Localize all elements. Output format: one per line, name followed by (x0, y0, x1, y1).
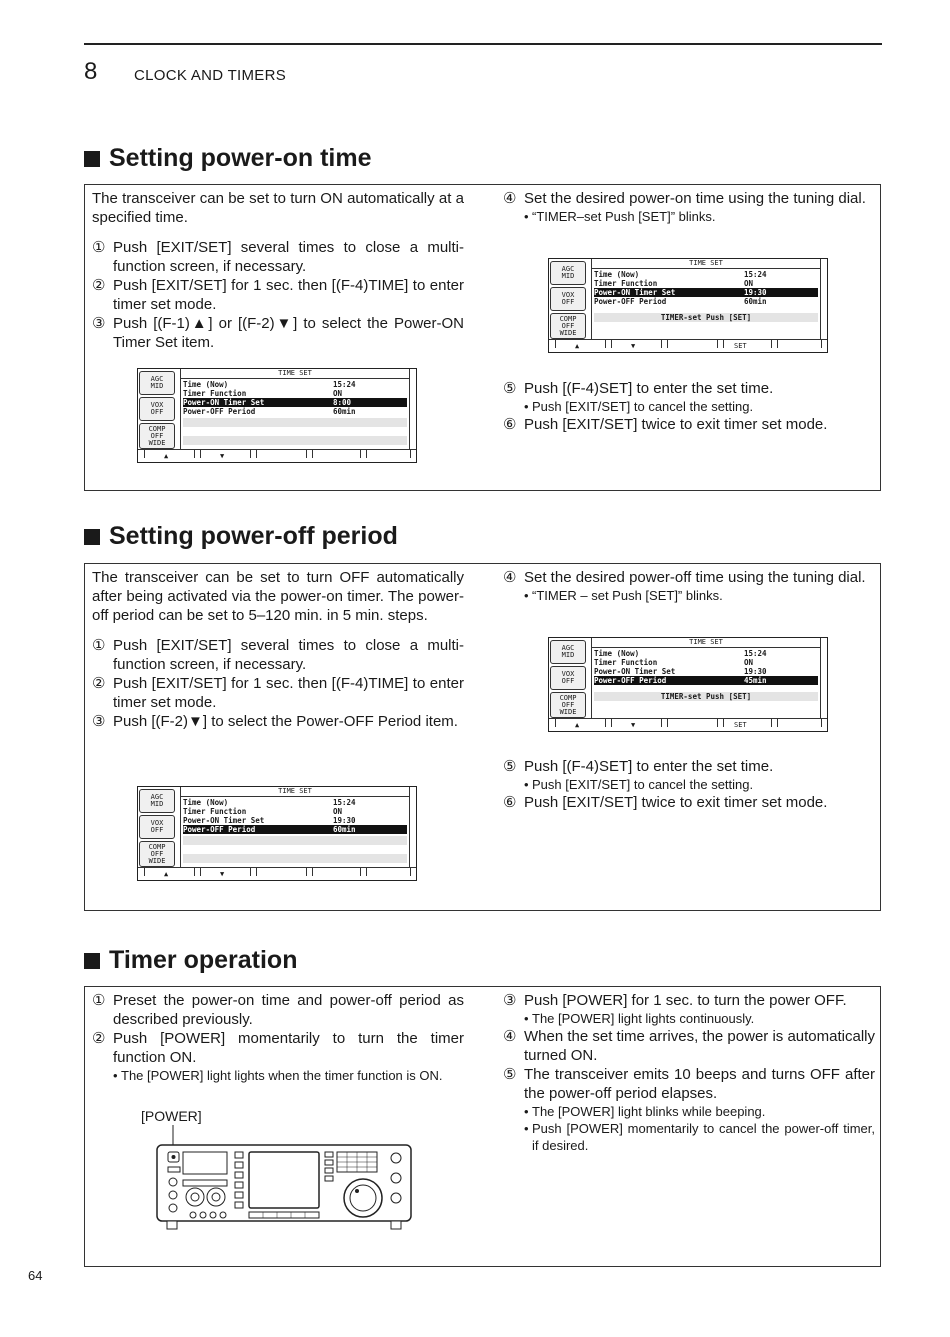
lcd-panel (591, 259, 821, 340)
section-square-icon (84, 151, 100, 167)
softkey-comp: COMP OFF WIDE (139, 423, 175, 449)
section-title-power-on (84, 144, 372, 173)
section-box-timer-operation (84, 986, 881, 1267)
lcd-title: TIME SET (181, 787, 409, 797)
lcd-screen-timer-set-blinking (548, 637, 828, 732)
fkey-up-icon: ▲ (164, 870, 169, 878)
blink-message: TIMER-set Push [SET] (660, 313, 752, 322)
lcd-row-power-on-set: Power-ON Timer Set 19:30 (594, 667, 767, 676)
lcd-screen-timer-set (137, 786, 417, 881)
softkey-agc: AGC MID (550, 640, 586, 664)
fkey-up-icon: ▲ (164, 452, 169, 460)
lcd-function-keys (138, 449, 416, 462)
header-rule (84, 43, 882, 45)
step-5: ⑤ The transceiver emits 10 beeps and turns OFF after the power-off period elapses. (503, 1066, 875, 1102)
fkey-set-label: SET (734, 342, 747, 350)
step-4: ④ Set the desired power-on time using the tuning dial. (503, 190, 866, 207)
section-box-power-on (84, 184, 881, 491)
step-2: ② Push [EXIT/SET] for 1 sec. then [(F-4)TIME] to enter timer set mode. (92, 277, 464, 313)
section-square-icon (84, 953, 100, 969)
step-6: ⑥ Push [EXIT/SET] twice to exit timer set mode. (503, 416, 828, 433)
fkey-down-icon: ▼ (631, 721, 636, 729)
note-cancel-timer: • Push [POWER] momentarily to cancel the power-off timer, if desired. (524, 1121, 875, 1153)
lcd-panel (180, 369, 410, 450)
page-number: 64 (28, 1268, 43, 1283)
softkey-comp: COMP OFF WIDE (550, 313, 586, 339)
softkey-agc: AGC MID (550, 261, 586, 285)
softkey-vox: VOX OFF (550, 666, 586, 690)
lcd-row-power-off-period: Power-OFF Period 60min (183, 407, 356, 416)
softkey-comp: COMP OFF WIDE (550, 692, 586, 718)
chapter-title: CLOCK AND TIMERS (134, 67, 287, 84)
step-1: ① Push [EXIT/SET] several times to close a multi-function screen, if necessary. (92, 637, 464, 673)
step-4: ④ Set the desired power-off time using the tuning dial. (503, 569, 866, 586)
lcd-function-keys (549, 339, 827, 352)
lcd-row-time-now: Time (Now) 15:24 (183, 798, 356, 807)
right-column (503, 991, 875, 1154)
step-5: ⑤ Push [(F-4)SET] to enter the set time. (503, 758, 774, 775)
step-2: ② Push [POWER] momentarily to turn the timer function ON. (92, 1030, 464, 1066)
note-blinks-beeping: • The [POWER] light blinks while beeping. (524, 1104, 766, 1119)
section-title-timer-operation (84, 946, 297, 975)
lcd-title: TIME SET (592, 638, 820, 648)
lcd-row-power-off-period: Power-OFF Period 45min (594, 676, 818, 685)
note-blinks: • “TIMER–set Push [SET]” blinks. (524, 209, 716, 224)
lcd-row-timer-function: Timer Function ON (594, 658, 754, 667)
fkey-down-icon: ▼ (631, 342, 636, 350)
note-cancel: • Push [EXIT/SET] to cancel the setting. (524, 777, 754, 792)
lcd-title: TIME SET (181, 369, 409, 379)
transceiver-front-panel-illustration (153, 1125, 415, 1235)
step-1: ① Preset the power-on time and power-off period as described previously. (92, 992, 464, 1028)
softkey-comp: COMP OFF WIDE (139, 841, 175, 867)
lcd-row-power-on-set: Power-ON Timer Set 19:30 (183, 816, 356, 825)
step-5: ⑤ Push [(F-4)SET] to enter the set time. (503, 380, 774, 397)
softkey-vox: VOX OFF (550, 287, 586, 311)
lcd-row-timer-function: Timer Function ON (183, 807, 343, 816)
blink-message: TIMER-set Push [SET] (660, 692, 752, 701)
step-4: ④ When the set time arrives, the power is automatically turned ON. (503, 1028, 875, 1064)
display-screen-icon (249, 1152, 319, 1208)
softkey-vox: VOX OFF (139, 815, 175, 839)
lcd-row-power-off-period: Power-OFF Period 60min (594, 297, 767, 306)
softkey-agc: AGC MID (139, 371, 175, 395)
section-title-text: Timer operation (109, 946, 298, 974)
power-callout-label: [POWER] (141, 1108, 202, 1124)
step-3: ③ Push [(F-1)▲] or [(F-2)▼] to select the Power-ON Timer Set item. (92, 315, 464, 351)
right-column-lower (503, 379, 875, 434)
step-6: ⑥ Push [EXIT/SET] twice to exit timer set mode. (503, 794, 828, 811)
lcd-row-time-now: Time (Now) 15:24 (594, 270, 767, 279)
softkey-agc: AGC MID (139, 789, 175, 813)
right-column (503, 189, 875, 225)
intro-text: The transceiver can be set to turn ON automatically at a specified time. (92, 190, 464, 226)
lcd-row-power-off-period: Power-OFF Period 60min (183, 825, 407, 834)
left-column (92, 991, 464, 1084)
step-3: ③ Push [POWER] for 1 sec. to turn the power OFF. (503, 992, 847, 1009)
lcd-row-timer-function: Timer Function ON (183, 389, 343, 398)
right-column (503, 568, 875, 604)
lcd-screen-timer-set (137, 368, 417, 463)
lcd-row-time-now: Time (Now) 15:24 (594, 649, 767, 658)
step-1: ① Push [EXIT/SET] several times to close a multi-function screen, if necessary. (92, 239, 464, 275)
section-box-power-off (84, 563, 881, 911)
intro-text: The transceiver can be set to turn OFF automatically after being activated via the power-on timer. The power-off period can be set to 5–120 min. in 5 min. steps. (92, 569, 464, 624)
fkey-up-icon: ▲ (575, 721, 580, 729)
left-column (92, 568, 464, 731)
lcd-function-keys (549, 718, 827, 731)
fkey-down-icon: ▼ (220, 452, 225, 460)
left-column (92, 189, 464, 352)
step-3: ③ Push [(F-2)▼] to select the Power-OFF Period item. (92, 713, 458, 730)
lcd-row-timer-function: Timer Function ON (594, 279, 754, 288)
note-cancel: • Push [EXIT/SET] to cancel the setting. (524, 399, 754, 414)
lcd-row-time-now: Time (Now) 15:24 (183, 380, 356, 389)
section-title-text: Setting power-off period (109, 522, 398, 550)
fkey-down-icon: ▼ (220, 870, 225, 878)
note-blinks: • “TIMER – set Push [SET]” blinks. (524, 588, 723, 603)
fkey-set-label: SET (734, 721, 747, 729)
note-continuous: • The [POWER] light lights continuously. (524, 1011, 755, 1026)
fkey-up-icon: ▲ (575, 342, 580, 350)
softkey-vox: VOX OFF (139, 397, 175, 421)
lcd-title: TIME SET (592, 259, 820, 269)
lcd-row-power-on-set: Power-ON Timer Set 8:00 (183, 398, 407, 407)
lcd-screen-timer-set-blinking (548, 258, 828, 353)
right-column-lower (503, 757, 875, 812)
lcd-panel (180, 787, 410, 868)
section-title-text: Setting power-on time (109, 144, 372, 172)
step-2: ② Push [EXIT/SET] for 1 sec. then [(F-4)TIME] to enter timer set mode. (92, 675, 464, 711)
lcd-function-keys (138, 867, 416, 880)
section-title-power-off (84, 522, 398, 551)
section-square-icon (84, 529, 100, 545)
note-power-light: • The [POWER] light lights when the timer function is ON. (113, 1068, 443, 1083)
lcd-panel (591, 638, 821, 719)
lcd-row-power-on-set: Power-ON Timer Set 19:30 (594, 288, 818, 297)
chapter-number: 8 (84, 58, 98, 85)
